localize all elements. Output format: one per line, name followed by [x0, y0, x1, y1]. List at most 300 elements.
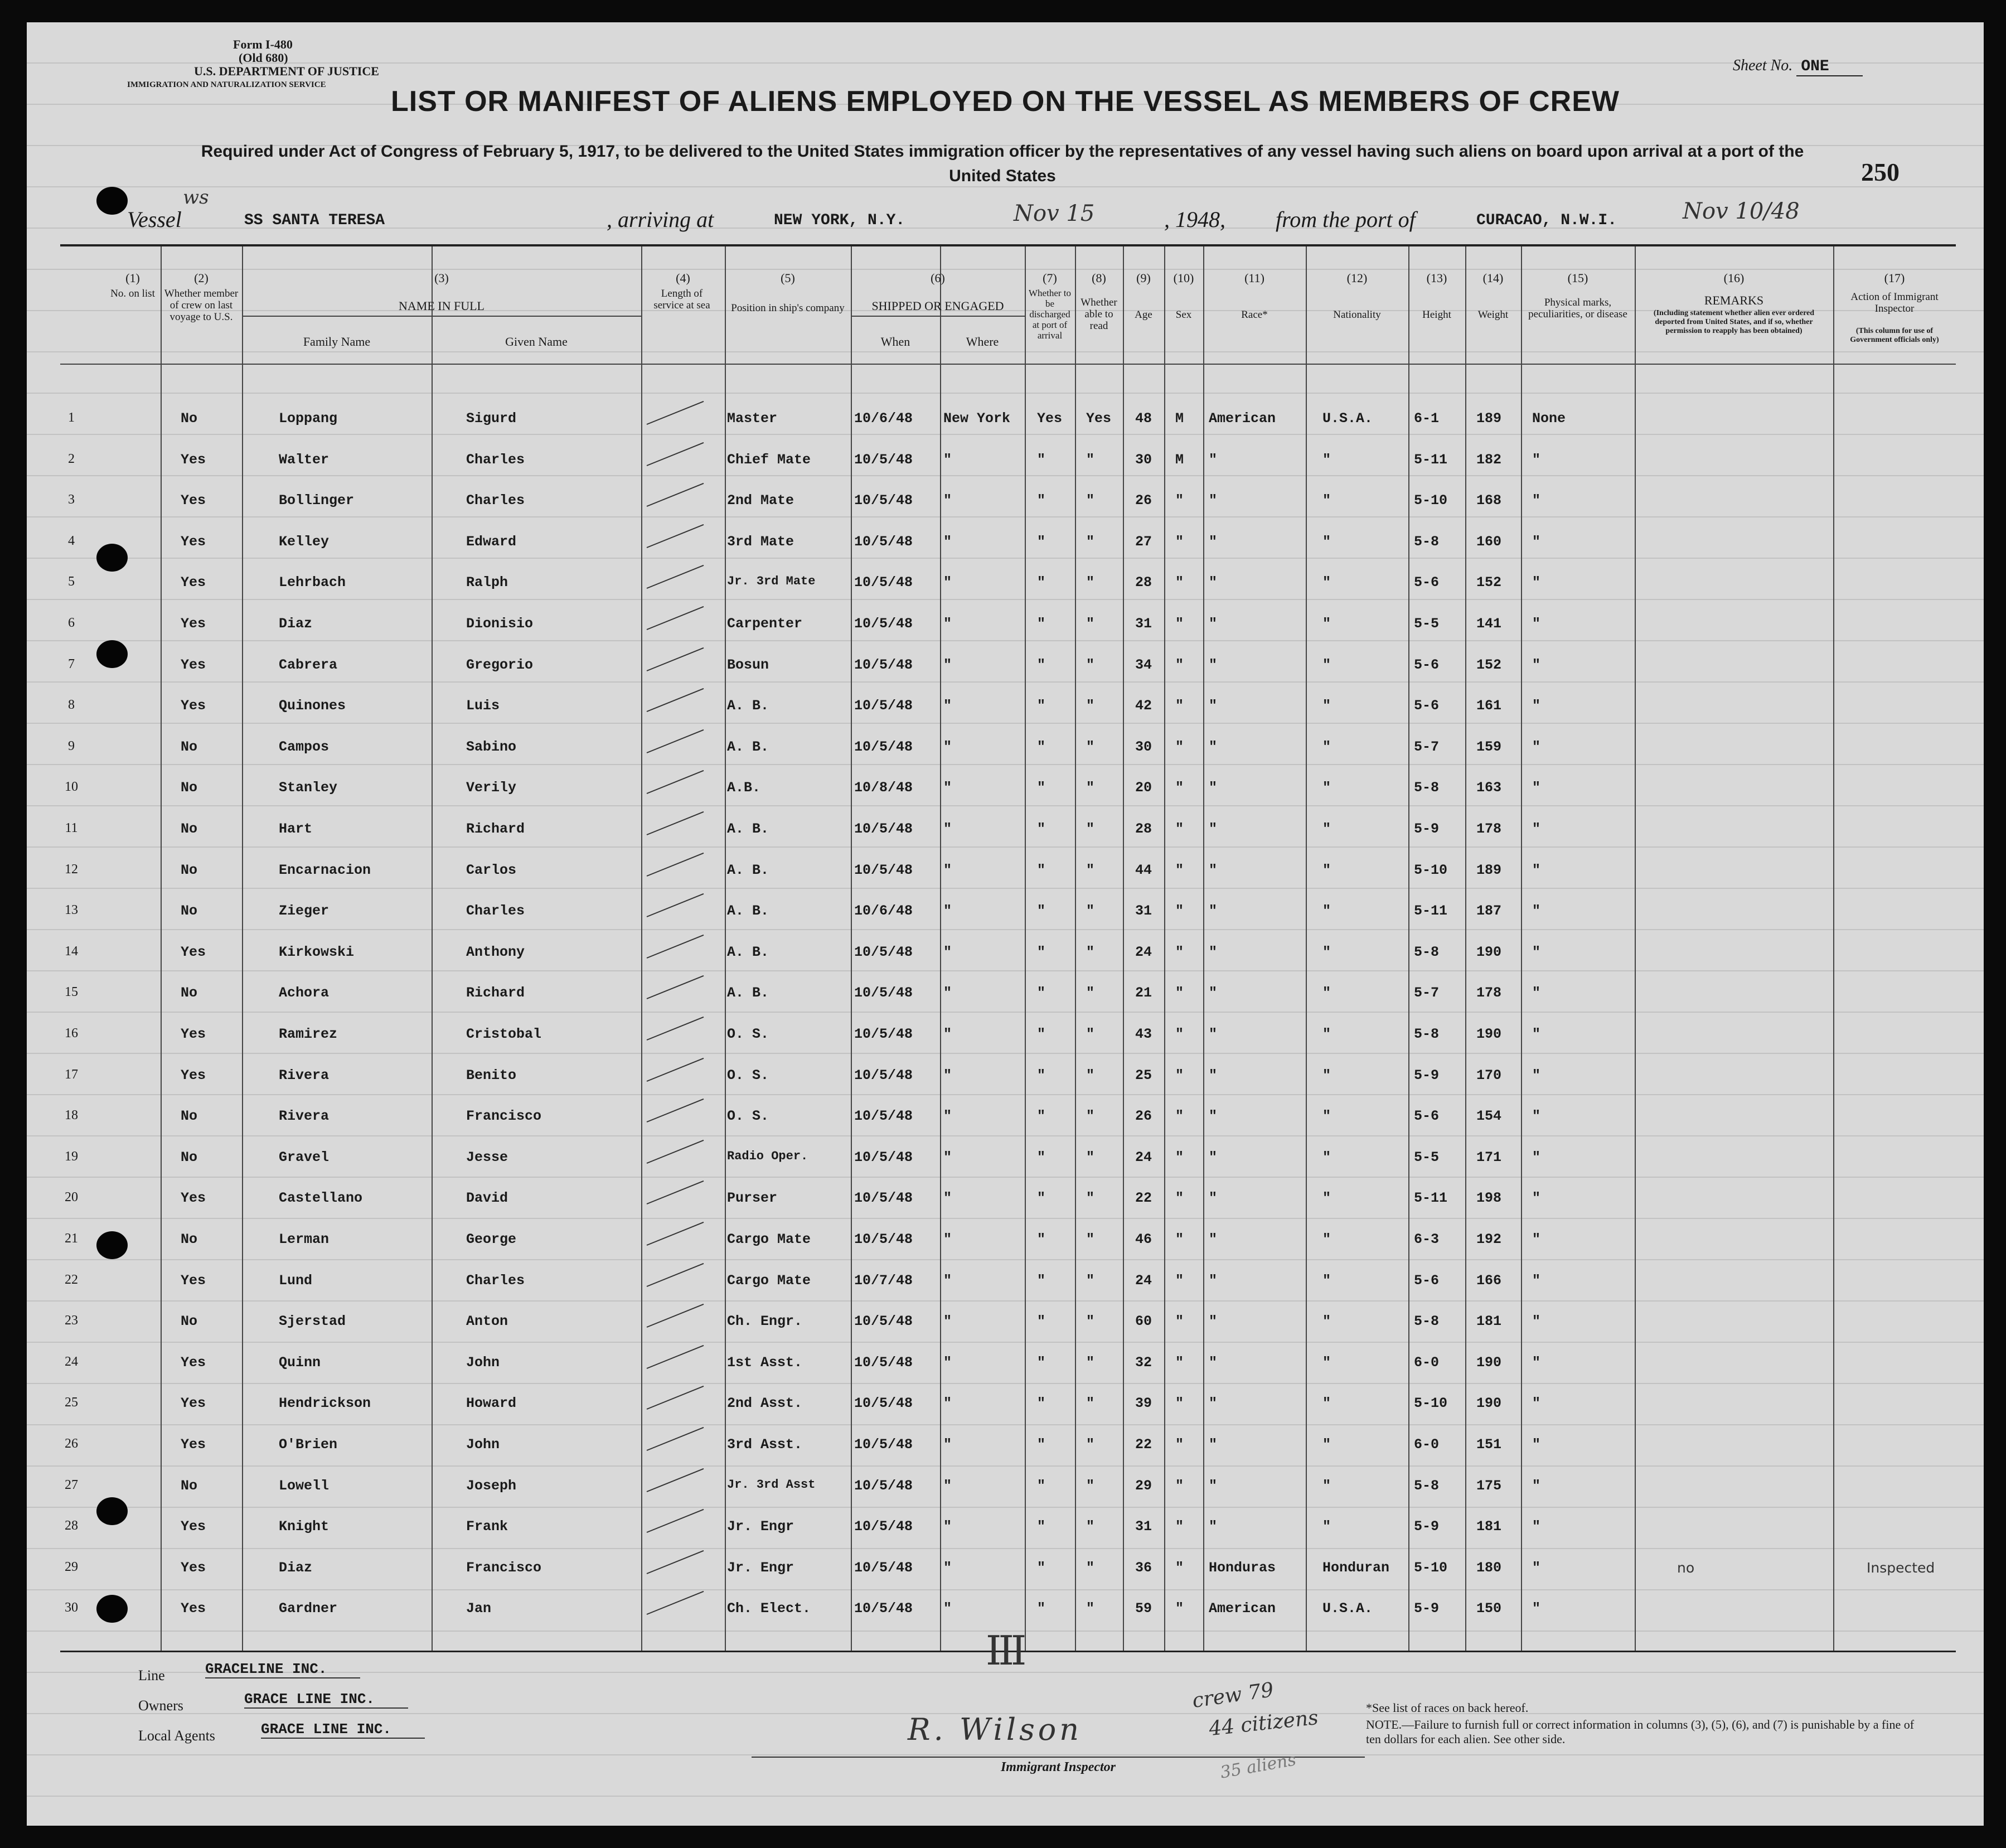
cell-age: 29	[1135, 1477, 1152, 1494]
cell-race: "	[1209, 1108, 1218, 1125]
cell-shipped-when: 10/5/48	[854, 1436, 913, 1453]
cell-position: A. B.	[727, 698, 769, 714]
service-check-mark	[647, 1304, 704, 1328]
cell-height: 6-1	[1414, 410, 1440, 427]
cell-discharged: "	[1037, 1272, 1046, 1289]
cell-row-number: 4	[68, 533, 75, 548]
service-check-mark	[647, 442, 704, 466]
cell-family-name: Lerman	[279, 1231, 330, 1247]
cell-position: 2nd Mate	[727, 492, 794, 509]
cell-discharged: "	[1037, 944, 1046, 960]
cell-able-to-read: "	[1086, 1395, 1095, 1412]
cell-shipped-where: "	[943, 903, 952, 920]
cell-shipped-where: "	[943, 1477, 952, 1494]
cell-shipped-when: 10/5/48	[854, 656, 913, 673]
cell-able-to-read: "	[1086, 1600, 1095, 1617]
cell-able-to-read: "	[1086, 1108, 1095, 1125]
from-port-label: from the port of	[1276, 207, 1416, 232]
cell-weight: 190	[1476, 944, 1502, 960]
cell-family-name: Ramirez	[279, 1026, 338, 1042]
cell-given-name: Carlos	[466, 862, 517, 878]
cell-last-voyage: Yes	[181, 1436, 206, 1453]
cell-shipped-when: 10/5/48	[854, 1108, 913, 1125]
col10-header: Sex	[1175, 309, 1192, 321]
cell-height: 5-8	[1414, 1313, 1440, 1330]
cell-position: Carpenter	[727, 616, 803, 632]
tally-mark: III	[986, 1627, 1024, 1674]
cell-height: 5-6	[1414, 1108, 1440, 1125]
cell-position: A. B.	[727, 862, 769, 878]
cell-sex: M	[1175, 451, 1184, 468]
crew-count-note: crew 79	[1190, 1678, 1275, 1713]
cell-given-name: Charles	[466, 451, 525, 468]
cell-family-name: Gravel	[279, 1149, 330, 1165]
cell-given-name: Sabino	[466, 738, 517, 755]
cell-shipped-where: "	[943, 1190, 952, 1207]
cell-weight: 159	[1476, 738, 1502, 755]
cell-age: 42	[1135, 698, 1152, 714]
form-old-number: (Old 680)	[239, 51, 288, 65]
cell-sex: "	[1175, 1559, 1184, 1576]
cell-shipped-when: 10/5/48	[854, 1313, 913, 1330]
cell-nationality: "	[1322, 944, 1331, 960]
cell-weight: 182	[1476, 451, 1502, 468]
cell-shipped-where: New York	[943, 410, 1011, 427]
cell-family-name: Castellano	[279, 1190, 363, 1207]
col7-header: Whether to be discharged at port of arrival	[1029, 288, 1071, 341]
cell-last-voyage: No	[181, 1108, 198, 1125]
cell-race: Honduras	[1209, 1559, 1276, 1576]
cell-sex: "	[1175, 821, 1184, 837]
cell-position: Bosun	[727, 656, 769, 673]
cell-nationality: "	[1322, 533, 1331, 550]
col15-number: (15)	[1567, 271, 1588, 285]
cell-row-number: 25	[65, 1395, 78, 1410]
cell-last-voyage: No	[181, 1231, 198, 1247]
cell-race: "	[1209, 1518, 1218, 1535]
cell-discharged: "	[1037, 1190, 1046, 1207]
manifest-sheet	[27, 22, 1984, 1826]
cell-given-name: David	[466, 1190, 508, 1207]
table-row	[60, 1341, 1956, 1382]
cell-sex: "	[1175, 1518, 1184, 1535]
cell-age: 25	[1135, 1067, 1152, 1083]
cell-weight: 190	[1476, 1395, 1502, 1412]
cell-race: American	[1209, 410, 1276, 427]
cell-family-name: Quinn	[279, 1354, 321, 1371]
col5-number: (5)	[781, 271, 795, 285]
punch-hole	[96, 1595, 128, 1623]
cell-age: 24	[1135, 1272, 1152, 1289]
cell-able-to-read: "	[1086, 1354, 1095, 1371]
cell-given-name: Cristobal	[466, 1026, 542, 1042]
cell-discharged: "	[1037, 451, 1046, 468]
cell-row-number: 16	[65, 1026, 78, 1041]
cell-shipped-where: "	[943, 1600, 952, 1617]
cell-height: 6-3	[1414, 1231, 1440, 1247]
col13-number: (13)	[1426, 271, 1447, 285]
cell-given-name: John	[466, 1436, 500, 1453]
col5-header: Position in ship's company	[731, 302, 845, 314]
cell-height: 5-6	[1414, 698, 1440, 714]
cell-given-name: Dionisio	[466, 616, 534, 632]
cell-position: Radio Oper.	[727, 1149, 808, 1163]
cell-discharged: "	[1037, 574, 1046, 591]
cell-last-voyage: Yes	[181, 1026, 206, 1042]
line-label: Line	[138, 1667, 165, 1683]
cell-row-number: 22	[65, 1272, 78, 1287]
col3-header: NAME IN FULL	[399, 299, 484, 313]
cell-weight: 192	[1476, 1231, 1502, 1247]
service-check-mark	[647, 483, 704, 507]
cell-given-name: Charles	[466, 492, 525, 509]
cell-given-name: Anthony	[466, 944, 525, 960]
col16-header: REMARKS	[1704, 293, 1764, 307]
cell-nationality: "	[1322, 1026, 1331, 1042]
cell-race: "	[1209, 780, 1218, 796]
cell-position: A.B.	[727, 780, 761, 796]
service-check-mark	[647, 1057, 704, 1081]
cell-row-number: 17	[65, 1067, 78, 1082]
cell-shipped-when: 10/5/48	[854, 738, 913, 755]
table-row	[60, 1505, 1956, 1546]
table-row	[60, 1136, 1956, 1177]
cell-sex: "	[1175, 738, 1184, 755]
cell-race: "	[1209, 1272, 1218, 1289]
table-row	[60, 1177, 1956, 1218]
cell-age: 22	[1135, 1190, 1152, 1207]
cell-height: 5-8	[1414, 944, 1440, 960]
cell-nationality: "	[1322, 1190, 1331, 1207]
cell-able-to-read: "	[1086, 903, 1095, 920]
cell-discharged: "	[1037, 533, 1046, 550]
cell-family-name: Diaz	[279, 616, 313, 632]
cell-last-voyage: Yes	[181, 1354, 206, 1371]
col6-when-header: When	[880, 335, 910, 349]
cell-nationality: "	[1322, 698, 1331, 714]
table-row	[60, 520, 1956, 562]
table-row	[60, 1587, 1956, 1628]
table-row	[60, 438, 1956, 480]
cell-row-number: 21	[65, 1231, 78, 1246]
cell-family-name: Lehrbach	[279, 574, 346, 591]
cell-nationality: U.S.A.	[1322, 1600, 1373, 1617]
cell-race: "	[1209, 1313, 1218, 1330]
cell-physical-marks: "	[1532, 451, 1541, 468]
cell-last-voyage: Yes	[181, 492, 206, 509]
table-row	[60, 561, 1956, 602]
cell-given-name: Charles	[466, 1272, 525, 1289]
cell-height: 5-10	[1414, 1395, 1448, 1412]
cell-discharged: "	[1037, 738, 1046, 755]
owners-value: GRACE LINE INC.	[244, 1691, 408, 1709]
cell-age: 30	[1135, 451, 1152, 468]
cell-height: 5-10	[1414, 492, 1448, 509]
cell-nationality: "	[1322, 616, 1331, 632]
cell-given-name: Joseph	[466, 1477, 517, 1494]
cell-physical-marks: "	[1532, 780, 1541, 796]
cell-sex: "	[1175, 1395, 1184, 1412]
cell-height: 5-6	[1414, 574, 1440, 591]
cell-able-to-read: "	[1086, 1313, 1095, 1330]
cell-weight: 178	[1476, 821, 1502, 837]
cell-able-to-read: "	[1086, 944, 1095, 960]
table-row	[60, 479, 1956, 520]
cell-given-name: Ralph	[466, 574, 508, 591]
cell-sex: "	[1175, 533, 1184, 550]
cell-physical-marks: "	[1532, 574, 1541, 591]
arrival-date-handwritten: Nov 15	[1014, 201, 1095, 226]
penalty-footnote: NOTE.—Failure to furnish full or correct information in columns (3), (5), (6), and (7) is punishable by a fine of ten dollars for each alien. See other side.	[1366, 1718, 1915, 1746]
cell-shipped-when: 10/5/48	[854, 1477, 913, 1494]
cell-shipped-where: "	[943, 1313, 952, 1330]
cell-row-number: 14	[65, 944, 78, 959]
cell-row-number: 15	[65, 985, 78, 1000]
cell-physical-marks: "	[1532, 1477, 1541, 1494]
cell-last-voyage: No	[181, 1477, 198, 1494]
cell-age: 26	[1135, 1108, 1152, 1125]
sheet-number	[1733, 57, 1863, 75]
cell-given-name: Francisco	[466, 1559, 542, 1576]
cell-nationality: "	[1322, 1313, 1331, 1330]
cell-shipped-where: "	[943, 1559, 952, 1576]
cell-shipped-where: "	[943, 738, 952, 755]
cell-height: 5-8	[1414, 780, 1440, 796]
cell-shipped-when: 10/5/48	[854, 616, 913, 632]
cell-height: 5-9	[1414, 1518, 1440, 1535]
cell-sex: "	[1175, 1354, 1184, 1371]
cell-age: 31	[1135, 616, 1152, 632]
cell-last-voyage: Yes	[181, 698, 206, 714]
cell-given-name: Richard	[466, 985, 525, 1002]
cell-able-to-read: "	[1086, 780, 1095, 796]
cell-weight: 198	[1476, 1190, 1502, 1207]
cell-discharged: "	[1037, 616, 1046, 632]
cell-age: 21	[1135, 985, 1152, 1002]
cell-row-number: 18	[65, 1108, 78, 1123]
cell-shipped-where: "	[943, 1436, 952, 1453]
cell-shipped-when: 10/5/48	[854, 574, 913, 591]
cell-family-name: Zieger	[279, 903, 330, 920]
races-footnote: *See list of races on back hereof.	[1366, 1701, 1529, 1715]
cell-height: 5-9	[1414, 1600, 1440, 1617]
cell-last-voyage: Yes	[181, 1600, 206, 1617]
cell-shipped-when: 10/5/48	[854, 1395, 913, 1412]
cell-sex: "	[1175, 492, 1184, 509]
col16-subheader: (Including statement whether alien ever ordered deported from United States, and if so, whether permission to reapply has been obtained)	[1653, 309, 1815, 335]
cell-age: 36	[1135, 1559, 1152, 1576]
cell-family-name: Gardner	[279, 1600, 338, 1617]
service-check-mark	[647, 935, 704, 959]
service-check-mark	[647, 1140, 704, 1164]
cell-position: A. B.	[727, 985, 769, 1002]
cell-discharged: "	[1037, 1477, 1046, 1494]
cell-weight: 175	[1476, 1477, 1502, 1494]
cell-nationality: U.S.A.	[1322, 410, 1373, 427]
cell-nationality: "	[1322, 821, 1331, 837]
cell-shipped-where: "	[943, 533, 952, 550]
cell-row-number: 13	[65, 903, 78, 918]
cell-sex: "	[1175, 656, 1184, 673]
cell-sex: "	[1175, 1067, 1184, 1083]
cell-sex: "	[1175, 1108, 1184, 1125]
cell-race: "	[1209, 451, 1218, 468]
service-check-mark	[647, 1468, 704, 1492]
cell-shipped-when: 10/5/48	[854, 451, 913, 468]
cell-weight: 154	[1476, 1108, 1502, 1125]
cell-height: 5-10	[1414, 1559, 1448, 1576]
cell-age: 28	[1135, 574, 1152, 591]
cell-discharged: Yes	[1037, 410, 1063, 427]
cell-last-voyage: Yes	[181, 656, 206, 673]
punch-hole	[96, 1231, 128, 1259]
cell-row-number: 23	[65, 1313, 78, 1328]
col1-header: No. on list	[110, 288, 155, 299]
cell-shipped-where: "	[943, 616, 952, 632]
service-check-mark	[647, 647, 704, 671]
cell-shipped-when: 10/7/48	[854, 1272, 913, 1289]
cell-last-voyage: Yes	[181, 533, 206, 550]
col10-number: (10)	[1173, 271, 1194, 285]
cell-last-voyage: Yes	[181, 1067, 206, 1083]
cell-discharged: "	[1037, 1108, 1046, 1125]
cell-discharged: "	[1037, 903, 1046, 920]
cell-weight: 141	[1476, 616, 1502, 632]
col3-number: (3)	[434, 271, 449, 285]
cell-position: 2nd Asst.	[727, 1395, 803, 1412]
cell-family-name: Kelley	[279, 533, 330, 550]
cell-able-to-read: "	[1086, 451, 1095, 468]
cell-row-number: 5	[68, 574, 75, 589]
citizens-count-note: 44 citizens	[1208, 1706, 1320, 1741]
cell-nationality: "	[1322, 1354, 1331, 1371]
cell-race: "	[1209, 656, 1218, 673]
cell-physical-marks: "	[1532, 1436, 1541, 1453]
department-name: U.S. DEPARTMENT OF JUSTICE	[194, 64, 379, 78]
cell-row-number: 29	[65, 1559, 78, 1574]
cell-position: 1st Asst.	[727, 1354, 803, 1371]
col14-header: Weight	[1477, 309, 1509, 321]
cell-race: "	[1209, 1477, 1218, 1494]
cell-age: 24	[1135, 944, 1152, 960]
cell-given-name: Richard	[466, 821, 525, 837]
col13-header: Height	[1422, 309, 1451, 321]
cell-sex: "	[1175, 1190, 1184, 1207]
cell-last-voyage: No	[181, 862, 198, 878]
cell-age: 31	[1135, 1518, 1152, 1535]
cell-shipped-when: 10/6/48	[854, 410, 913, 427]
cell-row-number: 2	[68, 451, 75, 466]
cell-nationality: "	[1322, 903, 1331, 920]
cell-race: "	[1209, 1436, 1218, 1453]
service-check-mark	[647, 688, 704, 712]
aliens-count-note: 35 aliens	[1219, 1750, 1298, 1783]
cell-given-name: Benito	[466, 1067, 517, 1083]
cell-last-voyage: No	[181, 780, 198, 796]
cell-height: 5-11	[1414, 451, 1448, 468]
cell-shipped-when: 10/8/48	[854, 780, 913, 796]
service-check-mark	[647, 1222, 704, 1246]
col1-number: (1)	[125, 271, 140, 285]
inspector-label: Immigrant Inspector	[1000, 1760, 1116, 1774]
col4-header: Length of service at sea	[653, 288, 710, 311]
table-row	[60, 1546, 1956, 1588]
arriving-port: NEW YORK, N.Y.	[774, 212, 905, 229]
cell-sex: "	[1175, 1149, 1184, 1165]
cell-last-voyage: No	[181, 821, 198, 837]
cell-able-to-read: "	[1086, 985, 1095, 1002]
cell-nationality: "	[1322, 451, 1331, 468]
vessel-name: SS SANTA TERESA	[244, 212, 385, 229]
cell-shipped-where: "	[943, 1272, 952, 1289]
cell-position: Cargo Mate	[727, 1231, 811, 1247]
cell-weight: 190	[1476, 1354, 1502, 1371]
cell-sex: "	[1175, 574, 1184, 591]
cell-last-voyage: No	[181, 985, 198, 1002]
arrival-year: , 1948,	[1164, 207, 1225, 232]
service-check-mark	[647, 975, 704, 999]
cell-weight: 180	[1476, 1559, 1502, 1576]
page-stamp: 250	[1861, 158, 1900, 186]
cell-position: Cargo Mate	[727, 1272, 811, 1289]
cell-race: "	[1209, 985, 1218, 1002]
cell-given-name: John	[466, 1354, 500, 1371]
cell-shipped-when: 10/5/48	[854, 1026, 913, 1042]
cell-nationality: Honduran	[1322, 1559, 1390, 1576]
service-check-mark	[647, 1099, 704, 1123]
col12-header: Nationality	[1333, 309, 1381, 321]
cell-nationality: "	[1322, 985, 1331, 1002]
col6-number: (6)	[931, 271, 945, 285]
service-check-mark	[647, 1509, 704, 1533]
cell-position: 3rd Mate	[727, 533, 794, 550]
cell-discharged: "	[1037, 1354, 1046, 1371]
cell-shipped-when: 10/5/48	[854, 1149, 913, 1165]
cell-race: "	[1209, 862, 1218, 878]
cell-shipped-where: "	[943, 1149, 952, 1165]
table-row	[60, 1464, 1956, 1506]
service-check-mark	[647, 1427, 704, 1451]
crew-table	[60, 244, 1956, 1652]
cell-age: 44	[1135, 862, 1152, 878]
cell-last-voyage: Yes	[181, 1395, 206, 1412]
cell-last-voyage: Yes	[181, 616, 206, 632]
cell-able-to-read: "	[1086, 656, 1095, 673]
cell-physical-marks: "	[1532, 1600, 1541, 1617]
table-row	[60, 1259, 1956, 1300]
table-row	[60, 766, 1956, 807]
cell-family-name: Loppang	[279, 410, 338, 427]
col8-number: (8)	[1092, 271, 1106, 285]
cell-sex: "	[1175, 1313, 1184, 1330]
cell-age: 59	[1135, 1600, 1152, 1617]
table-row	[60, 1013, 1956, 1054]
cell-family-name: Quinones	[279, 698, 346, 714]
punch-hole	[96, 640, 128, 668]
form-identifier	[116, 38, 379, 91]
cell-height: 5-5	[1414, 1149, 1440, 1165]
cell-weight: 190	[1476, 1026, 1502, 1042]
cell-age: 46	[1135, 1231, 1152, 1247]
table-row	[60, 397, 1956, 438]
cell-sex: M	[1175, 410, 1184, 427]
cell-able-to-read: "	[1086, 738, 1095, 755]
cell-family-name: Diaz	[279, 1559, 313, 1576]
cell-height: 5-11	[1414, 903, 1448, 920]
cell-race: American	[1209, 1600, 1276, 1617]
cell-nationality: "	[1322, 492, 1331, 509]
cell-shipped-when: 10/5/48	[854, 985, 913, 1002]
